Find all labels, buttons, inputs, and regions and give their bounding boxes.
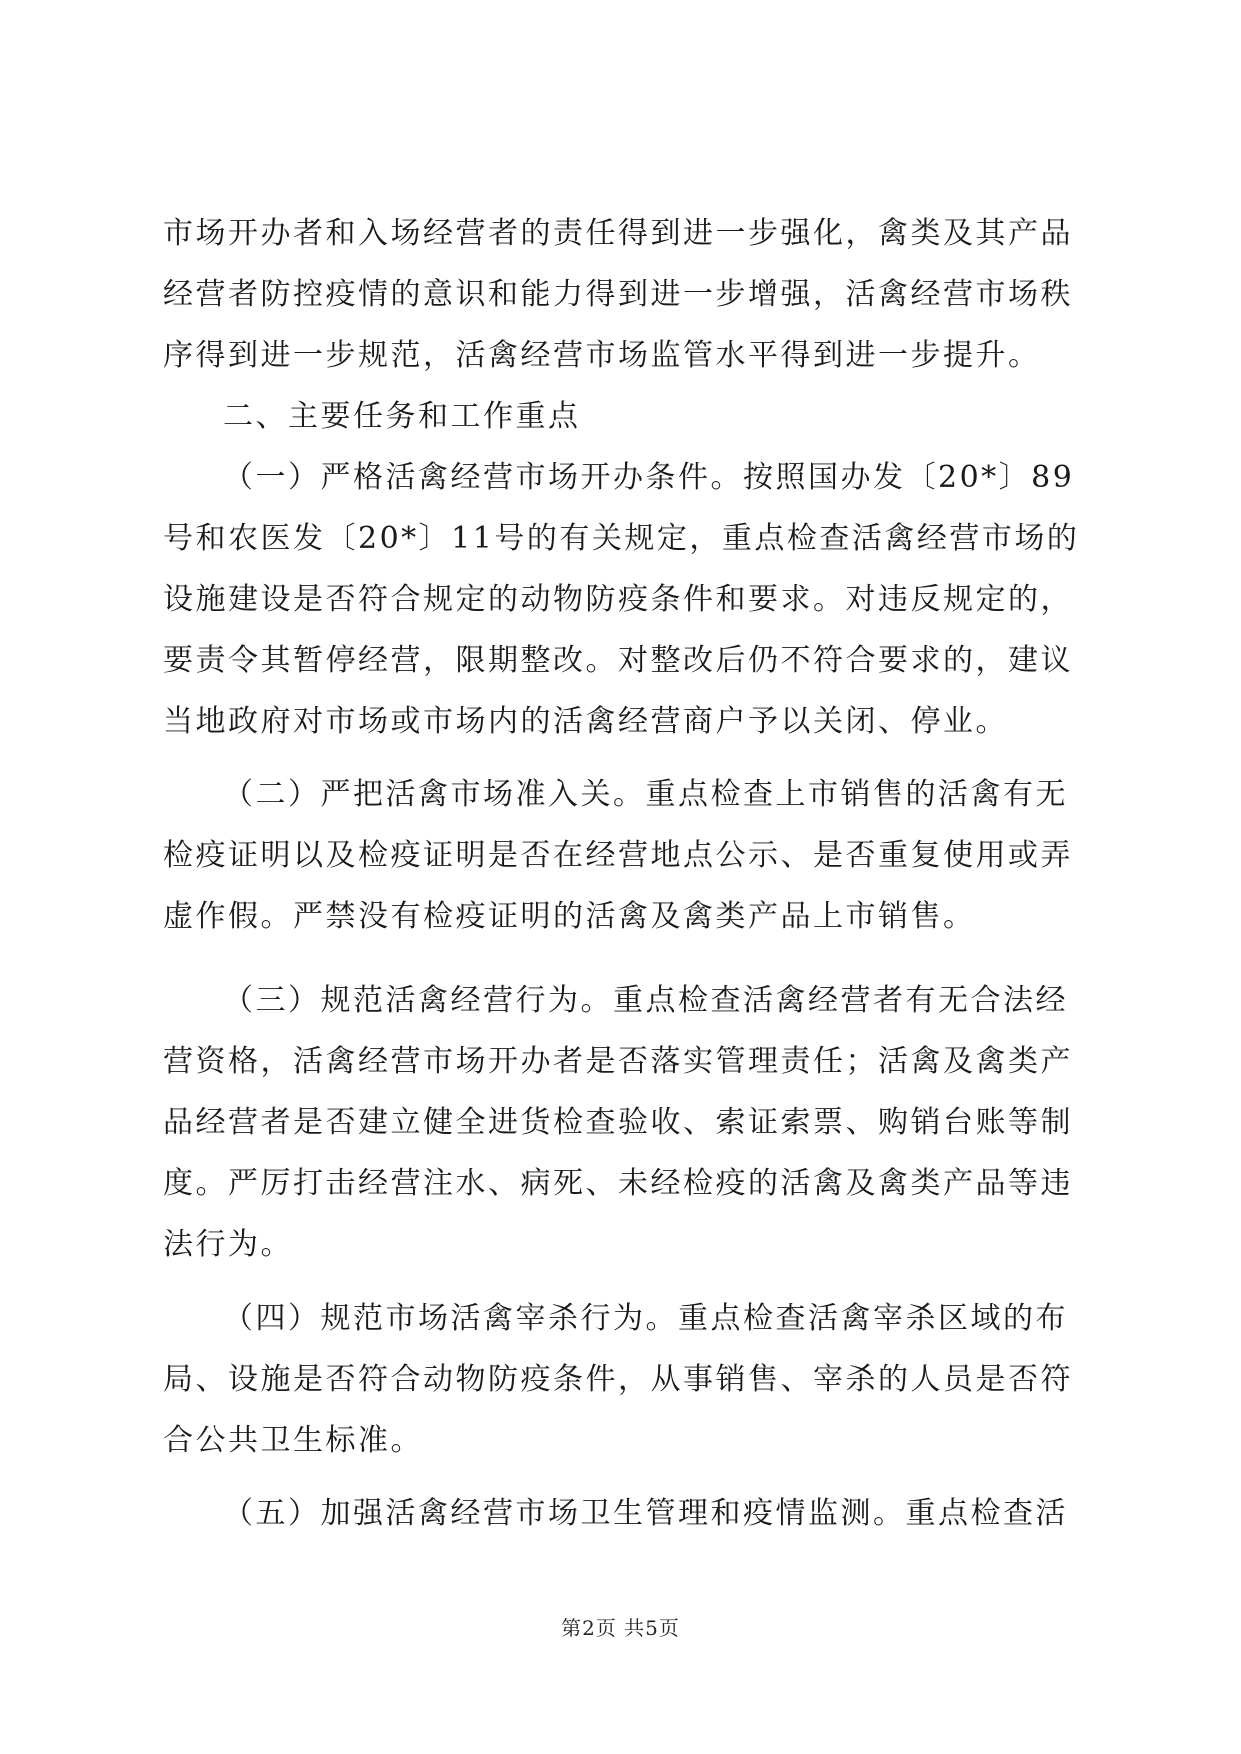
text-line: 设施建设是否符合规定的动物防疫条件和要求。对违反规定的，: [163, 582, 1073, 617]
text-line: （二）严把活禽市场准入关。重点检查上市销售的活禽有无: [223, 777, 1068, 812]
text-line: 号和农医发〔20*〕11号的有关规定，重点检查活禽经营市场的: [163, 521, 1080, 556]
text-line: 当地政府对市场或市场内的活禽经营商户予以关闭、停业。: [163, 704, 1008, 739]
text-line: 局、设施是否符合动物防疫条件，从事销售、宰杀的人员是否符: [163, 1362, 1073, 1397]
text-line: 经营者防控疫情的意识和能力得到进一步增强，活禽经营市场秩: [163, 277, 1073, 312]
text-line: （三）规范活禽经营行为。重点检查活禽经营者有无合法经: [223, 983, 1068, 1018]
text-line: 度。严厉打击经营注水、病死、未经检疫的活禽及禽类产品等违: [163, 1166, 1073, 1201]
text-line: 品经营者是否建立健全进货检查验收、索证索票、购销台账等制: [163, 1105, 1073, 1140]
text-line: 合公共卫生标准。: [163, 1423, 423, 1458]
page-footer: 第2页 共5页: [561, 1616, 680, 1640]
section-heading: 二、主要任务和工作重点: [223, 399, 581, 434]
text-line: 虚作假。严禁没有检疫证明的活禽及禽类产品上市销售。: [163, 899, 976, 934]
text-line: 营资格，活禽经营市场开办者是否落实管理责任；活禽及禽类产: [163, 1044, 1073, 1079]
text-line: （四）规范市场活禽宰杀行为。重点检查活禽宰杀区域的布: [223, 1301, 1068, 1336]
text-line: （五）加强活禽经营市场卫生管理和疫情监测。重点检查活: [223, 1496, 1068, 1531]
text-line: 市场开办者和入场经营者的责任得到进一步强化，禽类及其产品: [163, 216, 1073, 251]
text-line: 要责令其暂停经营，限期整改。对整改后仍不符合要求的，建议: [163, 643, 1073, 678]
text-line: 法行为。: [163, 1227, 293, 1262]
text-line: （一）严格活禽经营市场开办条件。按照国办发〔20*〕89: [223, 460, 1075, 495]
text-line: 检疫证明以及检疫证明是否在经营地点公示、是否重复使用或弄: [163, 838, 1073, 873]
text-line: 序得到进一步规范，活禽经营市场监管水平得到进一步提升。: [163, 338, 1041, 373]
